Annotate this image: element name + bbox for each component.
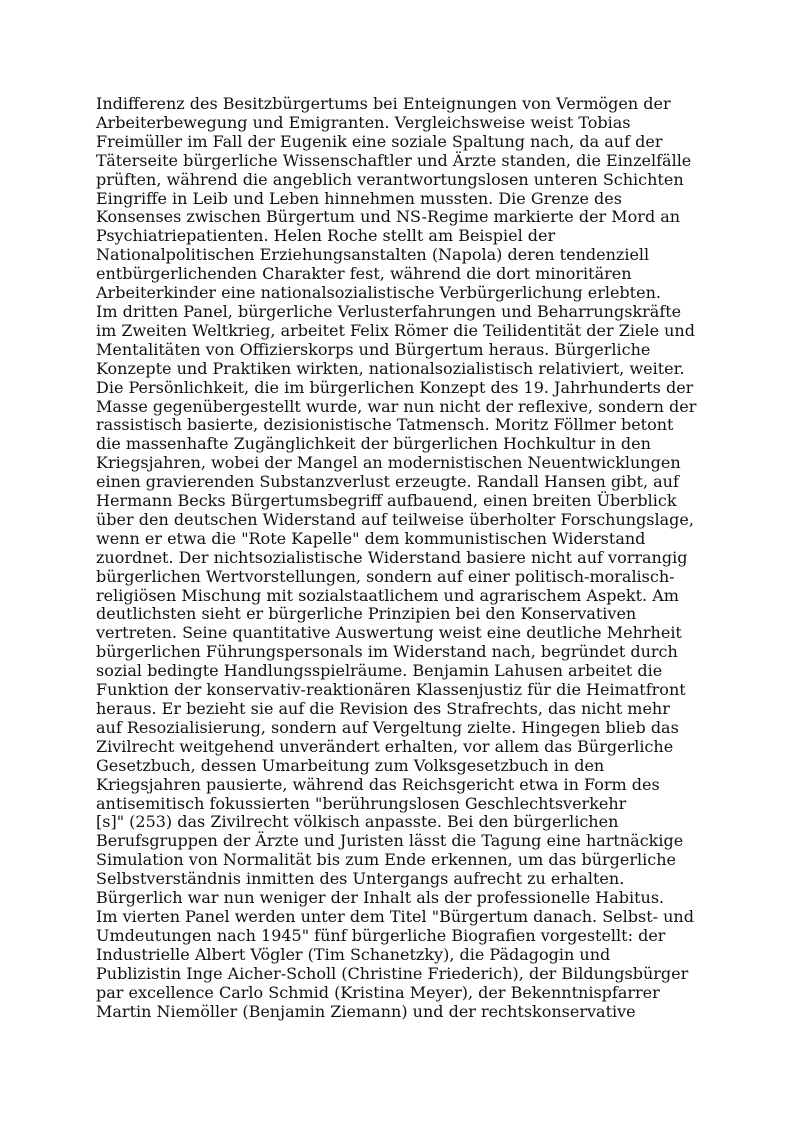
text-line: Umdeutungen nach 1945" fünf bürgerliche Biografien vorgestellt: der [96, 925, 666, 945]
text-line: Kriegsjahren, wobei der Mangel an modernistischen Neuentwicklungen [96, 453, 681, 473]
text-line: rassistisch basierte, dezisionistische Tatmensch. Moritz Föllmer betont [96, 415, 674, 435]
text-line: Psychiatriepatienten. Helen Roche stellt am Beispiel der [96, 226, 556, 246]
text-line: Die Persönlichkeit, die im bürgerlichen Konzept des 19. Jahrhunderts der [96, 377, 694, 397]
text-line: vertreten. Seine quantitative Auswertung weist eine deutliche Mehrheit [96, 623, 682, 643]
text-line: prüften, während die angeblich verantwortungslosen unteren Schichten [96, 169, 684, 189]
text-line: bürgerlichen Wertvorstellungen, sondern auf einer politisch-moralisch- [96, 566, 675, 586]
text-line: Zivilrecht weitgehend unverändert erhalten, vor allem das Bürgerliche [96, 736, 674, 756]
text-line: Simulation von Normalität bis zum Ende erkennen, um das bürgerliche [96, 850, 676, 870]
text-line: Freimüller im Fall der Eugenik eine soziale Spaltung nach, da auf der [96, 131, 663, 151]
text-line: Kriegsjahren pausierte, während das Reichsgericht etwa in Form des [96, 774, 660, 794]
text-line: heraus. Er bezieht sie auf die Revision des Strafrechts, das nicht mehr [96, 699, 670, 718]
text-line: wenn er etwa die "Rote Kapelle" dem kommunistischen Widerstand [96, 528, 646, 548]
text-line: Im vierten Panel werden unter dem Titel "Bürgertum danach. Selbst- und [96, 906, 694, 926]
text-line: auf Resozialisierung, sondern auf Vergeltung zielte. Hingegen blieb das [96, 717, 679, 737]
text-line: antisemitisch fokussierten "berührungslosen Geschlechtsverkehr [96, 793, 627, 813]
text-line: sozial bedingte Handlungsspielräume. Benjamin Lahusen arbeitet die [96, 661, 663, 681]
text-line: Martin Niemöller (Benjamin Ziemann) und der rechtskonservative [96, 1001, 636, 1021]
document-body-text [96, 95, 716, 1021]
text-line: [s]" (253) das Zivilrecht völkisch anpasste. Bei den bürgerlichen [96, 812, 619, 832]
text-line: Gesetzbuch, dessen Umarbeitung zum Volksgesetzbuch in den [96, 755, 605, 775]
text-line: religiösen Mischung mit sozialstaatlichem und agrarischem Aspekt. Am [96, 585, 679, 605]
text-line: im Zweiten Weltkrieg, arbeitet Felix Römer die Teilidentität der Ziele und [96, 320, 695, 340]
text-line: Funktion der konservativ-reaktionären Klassenjustiz für die Heimatfront [96, 680, 686, 700]
text-line: Konsenses zwischen Bürgertum und NS-Regime markierte der Mord an [96, 207, 681, 227]
text-line: Im dritten Panel, bürgerliche Verlusterfahrungen und Beharrungskräfte [96, 301, 682, 321]
text-line: Industrielle Albert Vögler (Tim Schanetzky), die Pädagogin und [96, 944, 611, 964]
text-line: zuordnet. Der nichtsozialistische Widerstand basiere nicht auf vorrangig [96, 547, 688, 567]
text-line: Eingriffe in Leib und Leben hinnehmen mussten. Die Grenze des [96, 188, 622, 208]
text-line: Hermann Becks Bürgertumsbegriff aufbauend, einen breiten Überblick [96, 491, 677, 511]
text-line: Publizistin Inge Aicher-Scholl (Christine Friederich), der Bildungsbürger [96, 963, 689, 983]
text-line: bürgerlichen Führungspersonals im Widerstand nach, begründet durch [96, 642, 678, 662]
text-line: Mentalitäten von Offizierskorps und Bürgertum heraus. Bürgerliche [96, 339, 651, 359]
text-line: Selbstverständnis inmitten des Untergangs aufrecht zu erhalten. [96, 869, 625, 889]
text-line: par excellence Carlo Schmid (Kristina Meyer), der Bekenntnispfarrer [96, 982, 660, 1002]
text-line: Arbeiterkinder eine nationalsozialistische Verbürgerlichung erlebten. [96, 283, 661, 303]
text-line: deutlichsten sieht er bürgerliche Prinzipien bei den Konservativen [96, 604, 637, 624]
text-line: Bürgerlich war nun weniger der Inhalt als der professionelle Habitus. [96, 888, 665, 908]
text-line: einen gravierenden Substanzverlust erzeugte. Randall Hansen gibt, auf [96, 472, 679, 492]
text-line: Arbeiterbewegung und Emigranten. Vergleichsweise weist Tobias [96, 112, 631, 132]
text-line: Täterseite bürgerliche Wissenschaftler und Ärzte standen, die Einzelfälle [96, 150, 692, 170]
text-line: Indifferenz des Besitzbürgertums bei Enteignungen von Vermögen der [96, 94, 671, 113]
text-line: die massenhafte Zugänglichkeit der bürgerlichen Hochkultur in den [96, 434, 651, 454]
text-line: Berufsgruppen der Ärzte und Juristen lässt die Tagung eine hartnäckige [96, 831, 684, 851]
text-line: entbürgerlichenden Charakter fest, während die dort minoritären [96, 264, 632, 284]
text-line: Konzepte und Praktiken wirkten, nationalsozialistisch relativiert, weiter. [96, 358, 685, 378]
text-line: über den deutschen Widerstand auf teilweise überholter Forschungslage, [96, 509, 694, 529]
text-line: Masse gegenübergestellt wurde, war nun nicht der reflexive, sondern der [96, 396, 697, 416]
text-line: Nationalpolitischen Erziehungsanstalten (Napola) deren tendenziell [96, 245, 650, 265]
